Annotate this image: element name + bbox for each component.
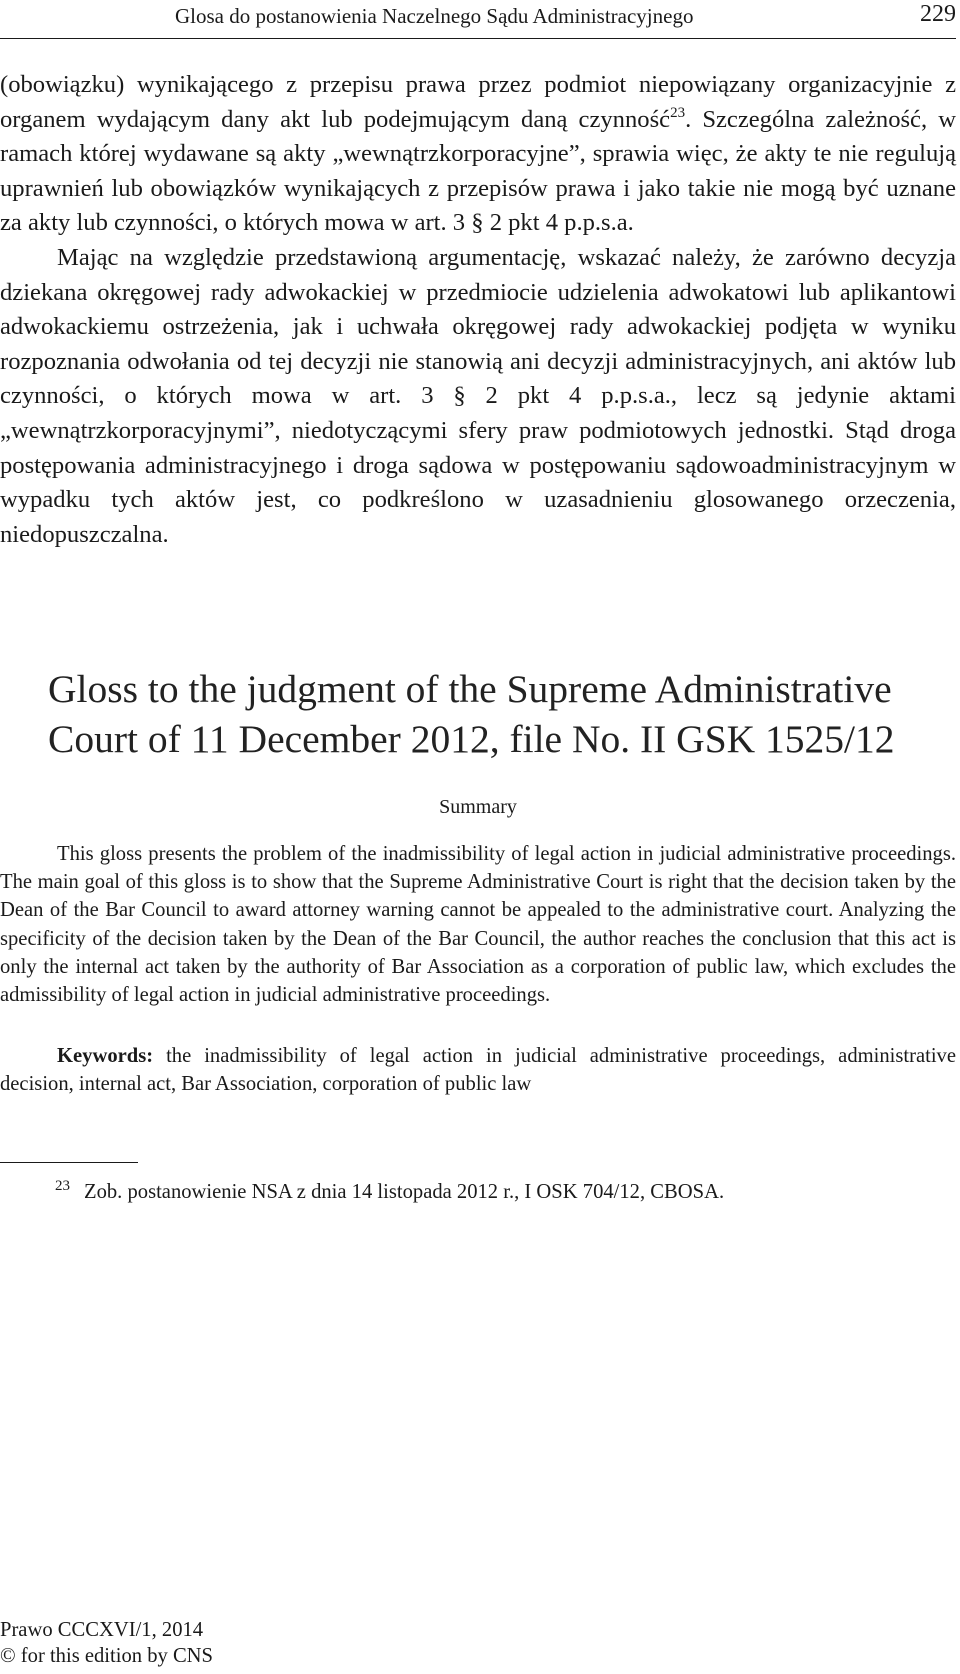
paragraph-1 [0, 68, 956, 241]
running-header [0, 0, 960, 36]
footnote-text: Zob. postanowienie NSA z dnia 14 listopada 2012 r., I OSK 704/12, CBOSA. [84, 1181, 725, 1203]
paragraph-1-continuation: . Szczególna zależność, w ramach której wydawane są akty „wewnątrzkorporacyjne”, sprawia więc, że akty te nie regulują uprawnień lub obowiązków wynikających z przepisów prawa i jako takie nie mogą być uznane za akty lub czynności, o których mowa w art. 3 § 2 pkt 4 p.p.s.a. [0, 105, 956, 237]
summary-heading: Summary [439, 796, 517, 818]
header-rule [0, 38, 956, 39]
paragraph-1-text: (obowiązku) wynikającego z przepisu prawa przez podmiot niepowiązany organizacyjnie z organem wydającym dany akt lub podejmującym daną czynność [0, 71, 956, 133]
body-text [0, 68, 956, 552]
page-number: 229 [920, 1, 956, 27]
journal-info: Prawo CCCXVI/1, 2014 [0, 1619, 204, 1641]
keywords [0, 1042, 956, 1098]
paragraph-2: Mając na względzie przedstawioną argumentację, wskazać należy, że zarówno decyzja dziekana okręgowej rady adwokackiej w przedmiocie udzielenia adwokatowi lub aplikantowi adwokackiemu ostrzeżenia, jak i uchwała okręgowej rady adwokackiej podjęta w wyniku rozpoznania odwołania od tej decyzji nie stanowią ani decyzji administracyjnych, ani aktów lub czynności, o których mowa w art. 3 § 2 pkt 4 p.p.s.a., lecz są jedynie aktami „wewnątrzkorporacyjnymi”, niedotyczącymi sfery praw podmiotowych jednostki. Stąd droga postępowania administracyjnego i droga sądowa w postępowaniu sądowoadministracyjnym w wypadku tych aktów jest, co podkreślono w uzasadnieniu glosowanego orzeczenia, niedopuszczalna. [0, 243, 956, 548]
footnote-reference[interactable]: 23 [670, 104, 686, 121]
footnote-number: 23 [55, 1178, 70, 1194]
summary-text: This gloss presents the problem of the inadmissibility of legal action in judicial administrative proceedings. The main goal of this gloss is to show that the Supreme Administrative Court is right that the decision taken by the Dean of the Bar Council to award attorney warning cannot be appealed to the administrative court. Analyzing the specificity of the decision taken by the Dean of the Bar Council, the author reaches the conclusion that this act is only the internal act taken by the authority of Bar Association as a corporation of public law, which excludes the admissibility of legal action in judicial administrative proceedings. [0, 843, 956, 1007]
keywords-label: Keywords: [57, 1045, 154, 1068]
footnote-rule [0, 1162, 138, 1163]
running-title: Glosa do postanowienia Naczelnego Sądu Administracyjnego [175, 4, 694, 28]
english-title: Gloss to the judgment of the Supreme Administrative Court of 11 December 2012, file No. II GSK 1525/12 [48, 667, 895, 761]
page-footer [0, 1617, 213, 1669]
copyright-notice: © for this edition by CNS [0, 1645, 214, 1667]
english-summary [0, 664, 956, 1099]
keywords-text: the inadmissibility of legal action in judicial administrative proceedings, administrative decision, internal act, Bar Association, corporation of public law [0, 1045, 956, 1096]
